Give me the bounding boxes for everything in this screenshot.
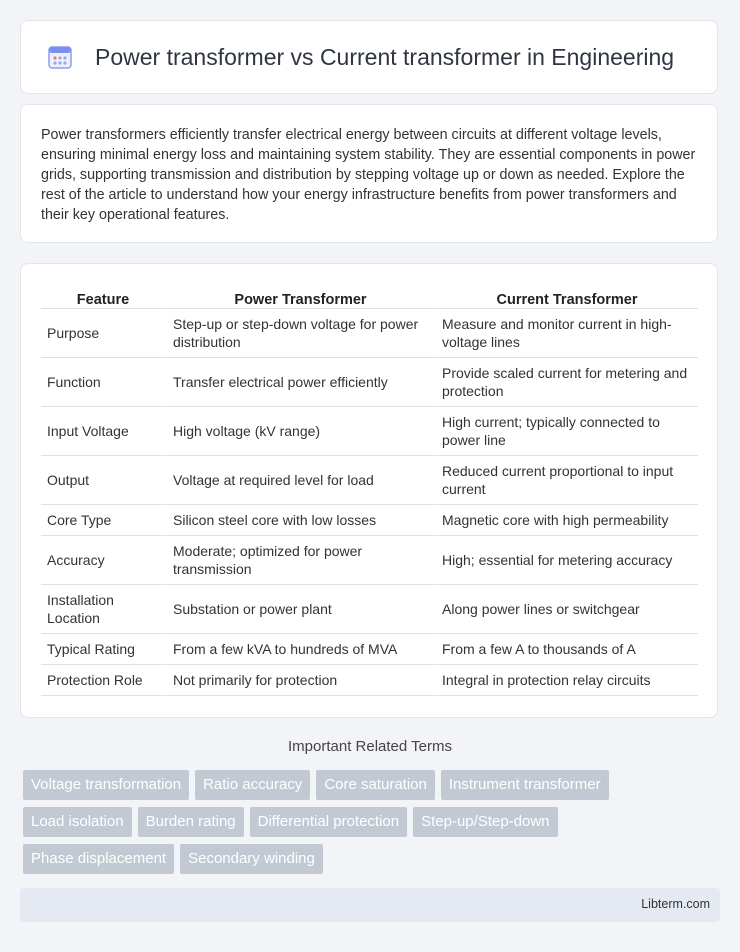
table-row (41, 536, 698, 585)
related-term-tag[interactable]: Differential protection (250, 807, 407, 837)
comparison-table (41, 284, 698, 696)
feature-cell: Protection Role (41, 665, 165, 696)
header-feature: Feature (41, 284, 165, 309)
current-cell: Magnetic core with high permeability (434, 505, 698, 536)
power-cell: Transfer electrical power efficiently (165, 358, 434, 407)
related-term-tag[interactable]: Voltage transformation (23, 770, 189, 800)
power-cell: Voltage at required level for load (165, 456, 434, 505)
table-row (41, 634, 698, 665)
footer-site-link[interactable]: Libterm.com (641, 897, 710, 911)
current-cell: From a few A to thousands of A (434, 634, 698, 665)
table-row (41, 505, 698, 536)
power-cell: Not primarily for protection (165, 665, 434, 696)
current-cell: High current; typically connected to power line (434, 407, 698, 456)
power-cell: Substation or power plant (165, 585, 434, 634)
related-term-tag[interactable]: Instrument transformer (441, 770, 609, 800)
power-cell: Silicon steel core with low losses (165, 505, 434, 536)
feature-cell: Typical Rating (41, 634, 165, 665)
current-cell: Provide scaled current for metering and protection (434, 358, 698, 407)
current-cell: Along power lines or switchgear (434, 585, 698, 634)
header-current-transformer: Current Transformer (434, 284, 698, 309)
feature-cell: Input Voltage (41, 407, 165, 456)
current-cell: Measure and monitor current in high-voltage lines (434, 309, 698, 358)
comparison-card (20, 263, 718, 718)
related-terms-list (23, 770, 703, 874)
feature-cell: Function (41, 358, 165, 407)
table-row (41, 585, 698, 634)
table-row (41, 456, 698, 505)
footer (20, 888, 720, 922)
related-term-tag[interactable]: Core saturation (316, 770, 435, 800)
intro-paragraph: Power transformers efficiently transfer electrical energy between circuits at different voltage levels, ensuring minimal energy loss and maintaining system stability. They are essential components in power grids, supporting transmission and distribution by stepping voltage up or down as needed. Explore the rest of the article to understand how your energy infrastructure benefits from power transformers and their key operational features. (41, 127, 696, 223)
related-term-tag[interactable]: Phase displacement (23, 844, 174, 874)
table-row (41, 665, 698, 696)
feature-cell: Core Type (41, 505, 165, 536)
calendar-grid-icon (47, 44, 73, 70)
page-title: Power transformer vs Current transformer in Engineering (95, 43, 675, 70)
current-cell: Integral in protection relay circuits (434, 665, 698, 696)
header-power-transformer: Power Transformer (165, 284, 434, 309)
table-row (41, 309, 698, 358)
related-terms-title: Important Related Terms (288, 738, 452, 755)
feature-cell: Installation Location (41, 585, 165, 634)
table-header-row (41, 284, 698, 309)
power-cell: High voltage (kV range) (165, 407, 434, 456)
power-cell: From a few kVA to hundreds of MVA (165, 634, 434, 665)
intro-card (20, 104, 718, 243)
feature-cell: Accuracy (41, 536, 165, 585)
power-cell: Moderate; optimized for power transmission (165, 536, 434, 585)
current-cell: High; essential for metering accuracy (434, 536, 698, 585)
related-term-tag[interactable]: Load isolation (23, 807, 132, 837)
table-row (41, 407, 698, 456)
feature-cell: Purpose (41, 309, 165, 358)
feature-cell: Output (41, 456, 165, 505)
related-term-tag[interactable]: Ratio accuracy (195, 770, 310, 800)
power-cell: Step-up or step-down voltage for power distribution (165, 309, 434, 358)
related-term-tag[interactable]: Step-up/Step-down (413, 807, 557, 837)
current-cell: Reduced current proportional to input current (434, 456, 698, 505)
related-term-tag[interactable]: Burden rating (138, 807, 244, 837)
table-row (41, 358, 698, 407)
title-card (20, 20, 718, 94)
related-term-tag[interactable]: Secondary winding (180, 844, 323, 874)
